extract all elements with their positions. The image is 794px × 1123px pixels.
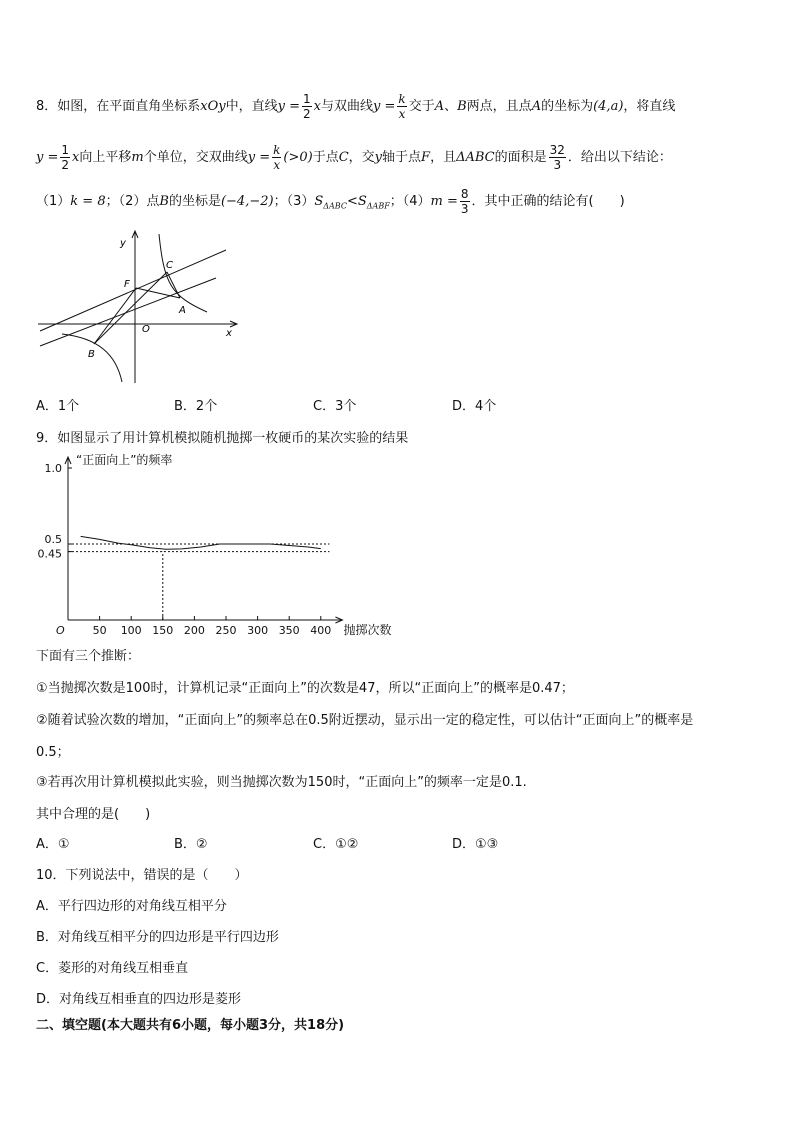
q9-option-c: C．①②	[313, 837, 359, 852]
q9-option-b: B．②	[174, 837, 208, 852]
q10-option-b: B．对角线互相平分的四边形是平行四边形	[36, 930, 279, 945]
x-tick-label: 300	[247, 624, 269, 637]
y-tick-label: 0.45	[37, 547, 62, 561]
q9-frequency-chart	[36, 450, 396, 640]
x-axis-label: 抛掷次数	[343, 623, 392, 637]
x-tick-label: 350	[278, 624, 300, 637]
q9-statement-2-cont: 0.5；	[36, 745, 70, 760]
q10-option-d: D．对角线互相垂直的四边形是菱形	[36, 992, 242, 1007]
fraction-k-over-x: $\frac{k}{x}$	[398, 92, 406, 121]
x-tick-label: 100	[120, 624, 142, 637]
chart-title: “正面向上”的频率	[76, 453, 173, 467]
q9-statement-3: ③若再次用计算机模拟此实验，则当抛掷次数为150时，“正面向上”的频率一定是0.1.	[36, 775, 527, 790]
q8-option-a: A．1个	[36, 399, 80, 414]
y-tick-label: 1.0	[44, 462, 62, 475]
fraction-half: $\frac{1}{2}$	[303, 92, 311, 121]
line-fc	[40, 250, 226, 331]
q8-number: 8．	[36, 99, 58, 114]
x-tick-label: 50	[92, 624, 107, 637]
q9-statement-1: ①当抛掷次数是100时，计算机记录“正面向上”的次数是47，所以“正面向上”的概率是0.47；	[36, 681, 574, 696]
x-tick-label: 150	[152, 624, 174, 637]
segment-bc	[94, 272, 167, 344]
y-tick-label: 0.5	[44, 533, 62, 546]
origin-label: O	[56, 624, 65, 637]
q9-question: 其中合理的是( )	[36, 807, 151, 822]
fig-label-c: C	[166, 260, 173, 271]
fig-label-o: O	[142, 324, 150, 335]
q10-stem: 10．下列说法中，错误的是（ ）	[36, 868, 248, 883]
section-heading-fill-in: 二、填空题(本大题共有6小题，每小题3分，共18分)	[36, 1018, 345, 1033]
x-tick-label: 250	[215, 624, 237, 637]
q9-stem: 9．如图显示了用计算机模拟随机抛掷一枚硬币的某次实验的结果	[36, 431, 409, 446]
q9-option-a: A．①	[36, 837, 70, 852]
q8-line2: y = $\frac{1}{2}$ x向上平移m个单位，交双曲线y = $\frac{k}{x}$ (>0)于点C，交y轴于点F，且ΔABC的面积是 $\frac{32}{3}$ ．给出以下结论：	[36, 143, 672, 172]
q8-option-c: C．3个	[313, 399, 357, 414]
q8-option-d: D．4个	[452, 399, 497, 414]
x-tick-label: 400	[310, 624, 332, 637]
q9-intro: 下面有三个推断：	[36, 649, 141, 664]
segment-bf	[94, 288, 136, 344]
q9-option-d: D．①③	[452, 837, 499, 852]
x-tick-label: 200	[183, 624, 205, 637]
q10-option-c: C．菱形的对角线互相垂直	[36, 961, 189, 976]
fig-label-y: y	[120, 238, 126, 249]
fig-label-b: B	[88, 349, 95, 360]
fig-label-a: A	[179, 305, 186, 316]
q8-option-b: B．2个	[174, 399, 218, 414]
q8-line3: （1）k = 8；（2）点B的坐标是(−4,−2)；$(3)S_{\Delta ABC}<S_{\Delta ABF}$；（4）m = $\frac{8}{3}$ ．其中正确的结论有( )	[36, 187, 625, 216]
fig-label-x: x	[226, 328, 232, 339]
q10-option-a: A．平行四边形的对角线互相平分	[36, 899, 227, 914]
q8-figure	[36, 226, 246, 386]
q9-statement-2: ②随着试验次数的增加，“正面向上”的频率总在0.5附近摆动，显示出一定的稳定性，可以估计“正面向上”的概率是	[36, 713, 694, 728]
frequency-line	[81, 536, 321, 549]
q8-line1: 8．如图，在平面直角坐标系xOy中，直线y = $\frac{1}{2}$ x与双曲线y = $\frac{k}{x}$ 交于A、B两点，且点A的坐标为(4,a)，将直线	[36, 92, 676, 121]
fig-label-f: F	[124, 279, 130, 290]
